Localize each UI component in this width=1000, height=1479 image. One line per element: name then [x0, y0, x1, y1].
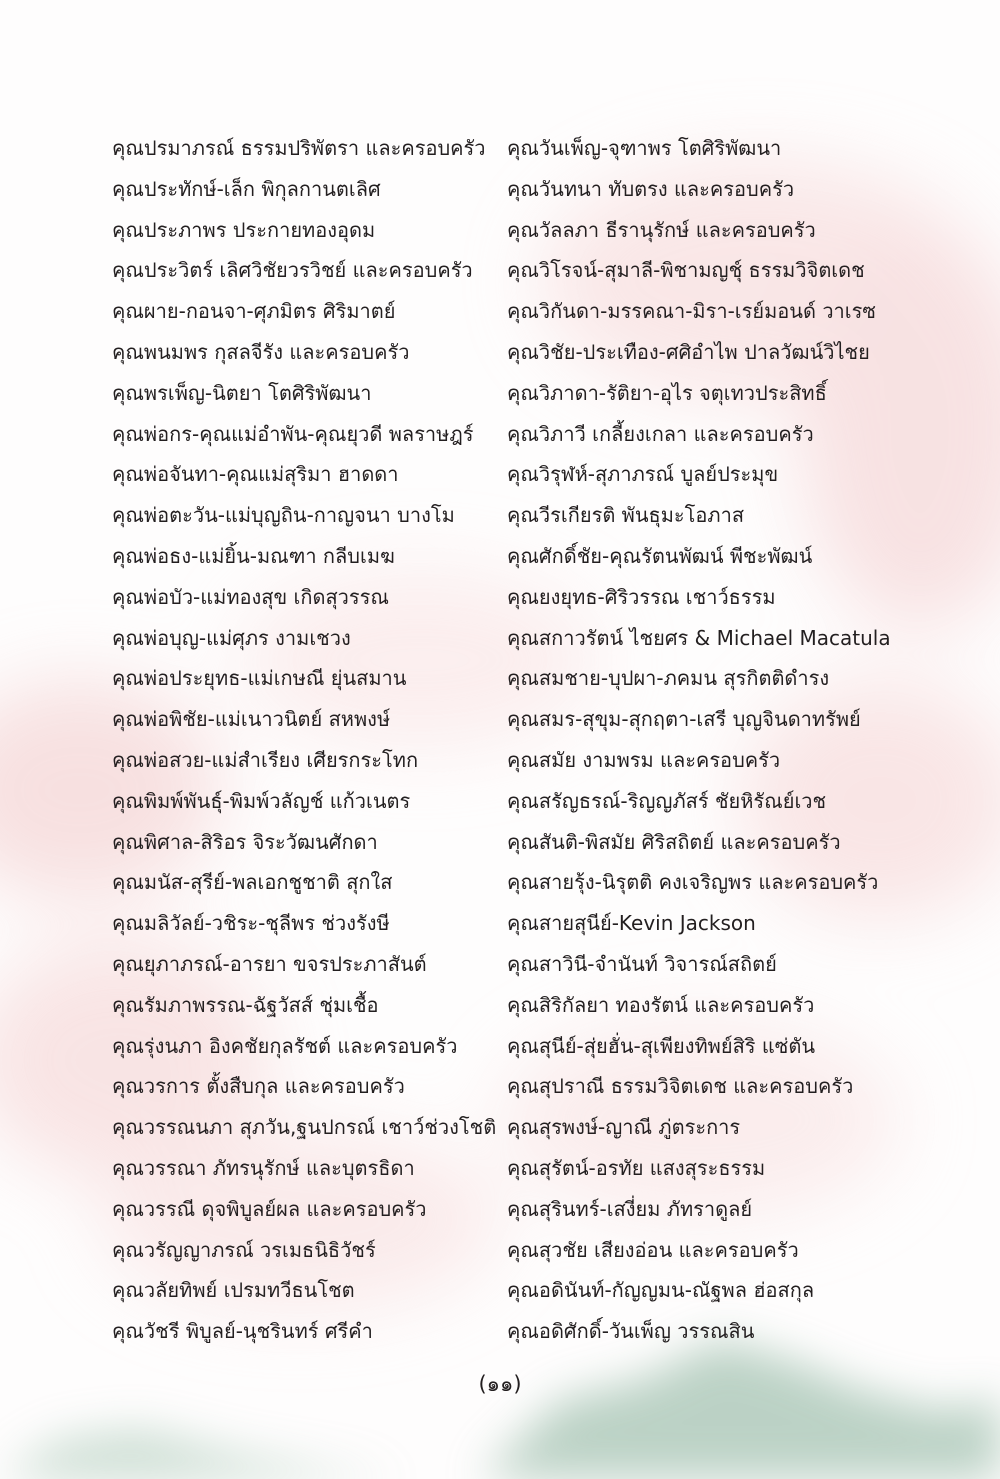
donor-name-line: คุณพ่อจันทา-คุณแม่สุริมา ฮาดดา [112, 462, 399, 487]
donor-name-line: คุณยงยุทธ-ศิริวรรณ เชาว์ธรรม [507, 584, 776, 609]
donor-name-line: คุณพ่อประยุทธ-แม่เกษณี ยุ่นสมาน [112, 666, 407, 691]
donor-name-line: คุณพนมพร กุสลจีรัง และครอบครัว [112, 339, 410, 364]
donor-name-line: คุณพ่อธง-แม่ยิ้น-มณฑา กลีบเมฆ [112, 543, 395, 568]
donor-name-line: คุณวิกันดา-มรรคณา-มิรา-เรย์มอนด์ วาเรซ [507, 299, 876, 324]
donor-name-line: คุณประวิตร์ เลิศวิชัยวรวิชย์ และครอบครัว [112, 258, 473, 283]
donor-name-line: คุณสมชาย-บุปผา-ภคมน สุรกิตติดำรง [507, 666, 830, 691]
donor-name-line: คุณสิริกัลยา ทองรัตน์ และครอบครัว [507, 992, 815, 1017]
donor-name-line: คุณวิภาดา-รัติยา-อุไร จตุเทวประสิทธิ์ [507, 380, 827, 405]
donor-name-line: คุณสุรัตน์-อรทัย แสงสุระธรรม [507, 1155, 766, 1180]
right-column [507, 128, 987, 1352]
donor-name-line: คุณวันทนา ทับตรง และครอบครัว [507, 176, 795, 201]
donor-name-line: คุณวรัญญาภรณ์ วรเมธนิธิวัชร์ [112, 1237, 376, 1262]
donor-name-line: คุณพรเพ็ญ-นิตยา โตศิริพัฒนา [112, 380, 372, 405]
donor-name-line: คุณสุรพงษ์-ญาณี ภู่ตระการ [507, 1115, 741, 1140]
donor-name-line: คุณวรการ ตั้งสืบกุล และครอบครัว [112, 1074, 405, 1099]
donor-name-line: คุณรุ่งนภา อิงคชัยกุลรัชต์ และครอบครัว [112, 1033, 458, 1058]
donor-name-line: คุณสุนีย์-สุ่ยฮั่น-สุเพียงทิพย์สิริ แซ่ตัน [507, 1033, 815, 1058]
donor-name-line: คุณสมร-สุขุม-สุกฤตา-เสรี บุญจินดาทรัพย์ [507, 707, 861, 732]
donor-name-line: คุณวิรุฬห์-สุภาภรณ์ บูลย์ประมุข [507, 462, 779, 487]
donor-name-line: คุณศักดิ์ชัย-คุณรัตนพัฒน์ พีชะพัฒน์ [507, 543, 813, 568]
donor-name-line: คุณวรรณา ภัทรนุรักษ์ และบุตรธิดา [112, 1155, 415, 1180]
donor-name-line: คุณประทักษ์-เล็ก พิกุลกานตเลิศ [112, 176, 381, 201]
donor-name-line: คุณสุวชัย เสียงอ่อน และครอบครัว [507, 1237, 799, 1262]
donor-name-line: คุณวัลลภา ธีรานุรักษ์ และครอบครัว [507, 217, 816, 242]
page-number: (๑๑) [478, 1372, 522, 1396]
donor-name-line: คุณวีรเกียรติ พันธุมะโอภาส [507, 503, 745, 528]
donor-name-line: คุณสายสุนีย์-Kevin Jackson [507, 911, 756, 936]
donor-name-line: คุณสมัย งามพรม และครอบครัว [507, 747, 781, 772]
donor-name-line: คุณพ่อบัว-แม่ทองสุข เกิดสุวรรณ [112, 584, 389, 609]
donor-name-line: คุณสกาวรัตน์ ไชยศร & Michael Macatula [507, 625, 891, 650]
donor-name-line: คุณวิชัย-ประเทือง-ศศิอำไพ ปาลวัฒน์วิไชย [507, 339, 870, 364]
donor-name-line: คุณอดิศักดิ์-วันเพ็ญ วรรณสิน [507, 1319, 755, 1344]
donor-name-line: คุณวรรณนภา สุภวัน,ฐนปกรณ์ เชาว์ช่วงโชติ [112, 1115, 497, 1140]
donor-name-line: คุณมลิวัลย์-วชิระ-ชุลีพร ช่วงรังษี [112, 911, 390, 936]
donor-name-line: คุณพิศาล-สิริอร จิระวัฒนศักดา [112, 829, 378, 854]
donor-name-line: คุณสายรุ้ง-นิรุตติ คงเจริญพร และครอบครัว [507, 870, 879, 895]
donor-name-line: คุณสุรินทร์-เสงี่ยม ภัทราดูลย์ [507, 1196, 753, 1221]
donor-name-line: คุณวิภาวี เกลี้ยงเกลา และครอบครัว [507, 421, 814, 446]
donor-name-line: คุณอดินันท์-กัญญมน-ณัฐพล ฮ่อสกุล [507, 1278, 815, 1303]
donor-name-line: คุณพ่อบุญ-แม่ศุภร งามเชวง [112, 625, 351, 650]
donor-name-line: คุณพิมพ์พันธุ์-พิมพ์วลัญช์ แก้วเนตร [112, 788, 411, 813]
donor-name-line: คุณสาวินี-จำนันท์ วิจารณ์สถิตย์ [507, 951, 777, 976]
donor-name-line: คุณประภาพร ประกายทองอุดม [112, 217, 376, 242]
donor-name-line: คุณพ่อสวย-แม่สำเรียง เศียรกระโทก [112, 747, 419, 772]
donor-name-line: คุณมนัส-สุรีย์-พลเอกชูชาติ สุกใส [112, 870, 393, 895]
donor-name-line: คุณปรมาภรณ์ ธรรมปริพัตรา และครอบครัว [112, 136, 486, 160]
left-column [112, 128, 502, 1352]
donor-name-line: คุณรัมภาพรรณ-ฉัฐวัสส์ ชุ่มเชื้อ [112, 992, 379, 1017]
donor-name-line: คุณวลัยทิพย์ เปรมทวีธนโชต [112, 1278, 355, 1303]
donor-name-line: คุณสุปราณี ธรรมวิจิตเดช และครอบครัว [507, 1074, 854, 1099]
donor-name-line: คุณสันติ-พิสมัย ศิริสถิตย์ และครอบครัว [507, 829, 841, 854]
donor-name-line: คุณยุภาภรณ์-อารยา ขจรประภาสันต์ [112, 951, 427, 976]
donor-name-line: คุณสรัญธรณ์-ริญญภัสร์ ชัยหิรัณย์เวช [507, 788, 827, 813]
donor-name-line: คุณพ่อตะวัน-แม่บุญถิน-กาญจนา บางโม [112, 503, 455, 528]
donor-name-line: คุณผาย-กอนจา-ศุภมิตร ศิริมาตย์ [112, 299, 396, 324]
donor-name-line: คุณพ่อพิชัย-แม่เนาวนิตย์ สหพงษ์ [112, 707, 391, 732]
donor-name-line: คุณพ่อกร-คุณแม่อำพัน-คุณยุวดี พลราษฎร์ [112, 421, 474, 446]
donor-name-line: คุณวันเพ็ญ-จุฑาพร โตศิริพัฒนา [507, 136, 782, 160]
donor-name-line: คุณวรรณี ดุจพิบูลย์ผล และครอบครัว [112, 1196, 427, 1221]
donor-name-line: คุณวิโรจน์-สุมาลี-พิชามญชุ์ ธรรมวิจิตเดช [507, 258, 865, 283]
donor-name-line: คุณวัชรี พิบูลย์-นุชรินทร์ ศรีคำ [112, 1319, 373, 1344]
